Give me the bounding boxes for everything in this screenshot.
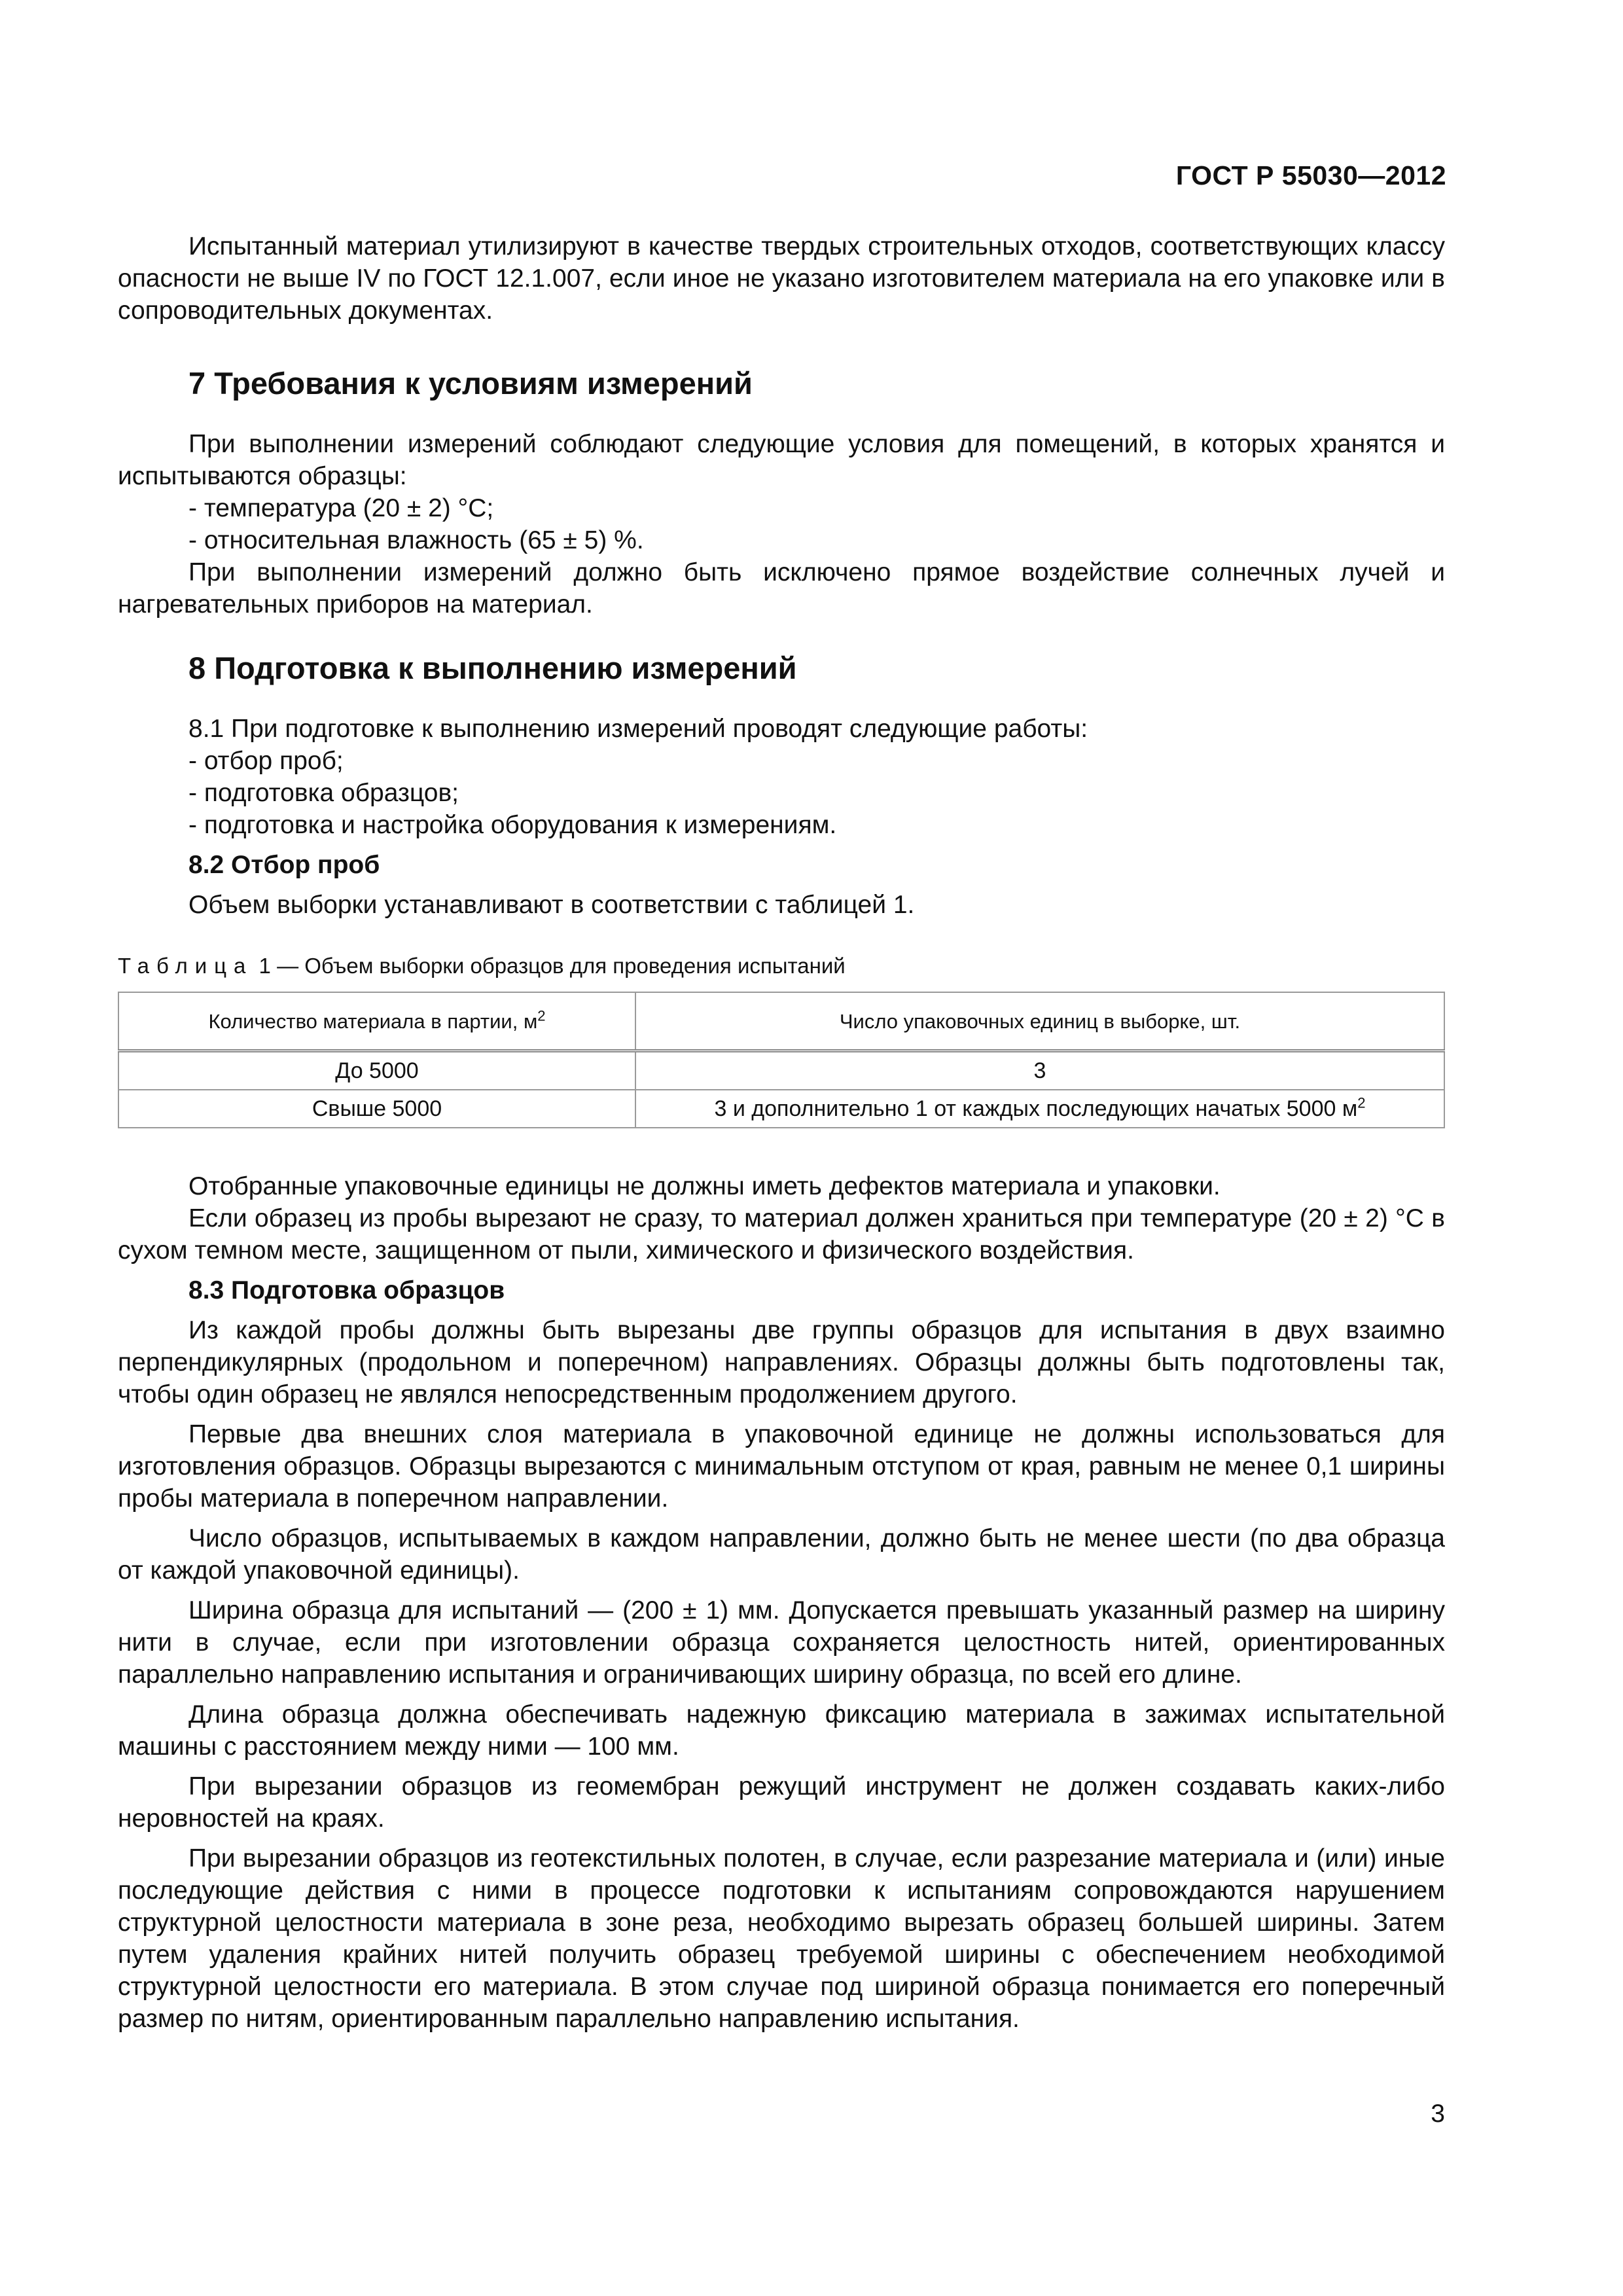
paragraph: При вырезании образцов из геотекстильных полотен, в случае, если разрезание материала и (или) иные последующие действия с ними в процессе подготовки к испытаниям сопровождаются нарушением структурной целостности материала в зоне реза, необходимо вырезать образец большей ширины. Затем путем удаления крайних нитей получить образец требуемой ширины с обеспечением необходимой структурной целостности его материала. В этом случае под шириной образца понимается его поперечный размер по нитям, ориентированным параллельно направлению испытания. <box>118 1844 1445 2033</box>
paragraph: Если образец из пробы вырезают не сразу, то материал должен храниться при температуре (20 ± 2) °С в сухом темном месте, защищенном от пыли, химического и физического воздействия. <box>118 1204 1445 1265</box>
table-caption-title: 1 — Объем выборки образцов для проведения испытаний <box>253 954 846 978</box>
table-caption-label: Таблица <box>118 954 253 978</box>
clause-8-2-paragraph: Объем выборки устанавливают в соответствии с таблицей 1. <box>188 891 915 919</box>
table-cell: До 5000 <box>118 1051 635 1090</box>
section-7-paragraph: При выполнении измерений соблюдают следующие условия для помещений, в которых хранятся и испытываются образцы: <box>118 430 1445 490</box>
table-cell: 3 и дополнительно 1 от каждых последующих начатых 5000 $м^2$ <box>635 1090 1444 1128</box>
list-item: - подготовка образцов; <box>188 779 459 807</box>
paragraph: Ширина образца для испытаний — (200 ± 1) мм. Допускается превышать указанный размер на ширину нити в случае, если при изготовлении образца сохраняется целостность нитей, ориентированных параллельно направлению испытания и ограничивающих ширину образца, по всей его длине. <box>118 1596 1445 1689</box>
page-number: 3 <box>1431 2100 1445 2128</box>
table-cell: 3 <box>635 1051 1444 1090</box>
paragraph: Первые два внешних слоя материала в упаковочной единице не должны использоваться для изготовления образцов. Образцы вырезаются с минимальным отступом от края, равным не менее 0,1 ширины пробы материала в поперечном направлении. <box>118 1420 1445 1513</box>
section-7-paragraph: При выполнении измерений должно быть исключено прямое воздействие солнечных лучей и нагревательных приборов на материал. <box>118 558 1445 619</box>
table-row <box>118 1090 1444 1128</box>
clause-8-2-heading: 8.2 Отбор проб <box>188 851 380 879</box>
sample-size-table <box>118 992 1445 1128</box>
list-item: - относительная влажность (65 ± 5) %. <box>188 526 644 554</box>
table-caption <box>118 952 1445 980</box>
section-8-heading: 8 Подготовка к выполнению измерений <box>188 651 797 685</box>
paragraph: Из каждой пробы должны быть вырезаны две группы образцов для испытания в двух взаимно перпендикулярных (продольном и поперечном) направлениях. Образцы должны быть подготовлены так, чтобы один образец не являлся непосредственным продолжением другого. <box>118 1316 1445 1408</box>
clause-8-3-heading: 8.3 Подготовка образцов <box>188 1276 505 1304</box>
table-cell: Свыше 5000 <box>118 1090 635 1128</box>
clause-8-1: 8.1 При подготовке к выполнению измерений проводят следующие работы: <box>188 715 1088 743</box>
document-body <box>118 230 1445 2035</box>
document-code-header: ГОСТ Р 55030—2012 <box>1175 160 1446 190</box>
paragraph: Число образцов, испытываемых в каждом направлении, должно быть не менее шести (по два образца от каждой упаковочной единицы). <box>118 1524 1445 1585</box>
paragraph: При вырезании образцов из геомембран режущий инструмент не должен создавать каких-либо неровностей на краях. <box>118 1772 1445 1833</box>
paragraph: Отобранные упаковочные единицы не должны иметь дефектов материала и упаковки. <box>188 1172 1221 1200</box>
list-item: - отбор проб; <box>188 747 344 775</box>
intro-paragraph: Испытанный материал утилизируют в качестве твердых строительных отходов, соответствующих классу опасности не выше IV по ГОСТ 12.1.007, если иное не указано изготовителем материала на его упаковке или в сопроводительных документах. <box>118 232 1445 325</box>
section-7-heading: 7 Требования к условиям измерений <box>188 366 753 401</box>
table-header-cell: Количество материала в партии, $м^2$ <box>118 992 635 1051</box>
list-item: - температура (20 ± 2) °С; <box>188 494 494 522</box>
table-header-cell: Число упаковочных единиц в выборке, шт. <box>635 992 1444 1051</box>
list-item: - подготовка и настройка оборудования к измерениям. <box>188 811 837 839</box>
paragraph: Длина образца должна обеспечивать надежную фиксацию материала в зажимах испытательной машины с расстоянием между ними — 100 мм. <box>118 1700 1445 1761</box>
table-row <box>118 1051 1444 1090</box>
table-header-row <box>118 992 1444 1051</box>
